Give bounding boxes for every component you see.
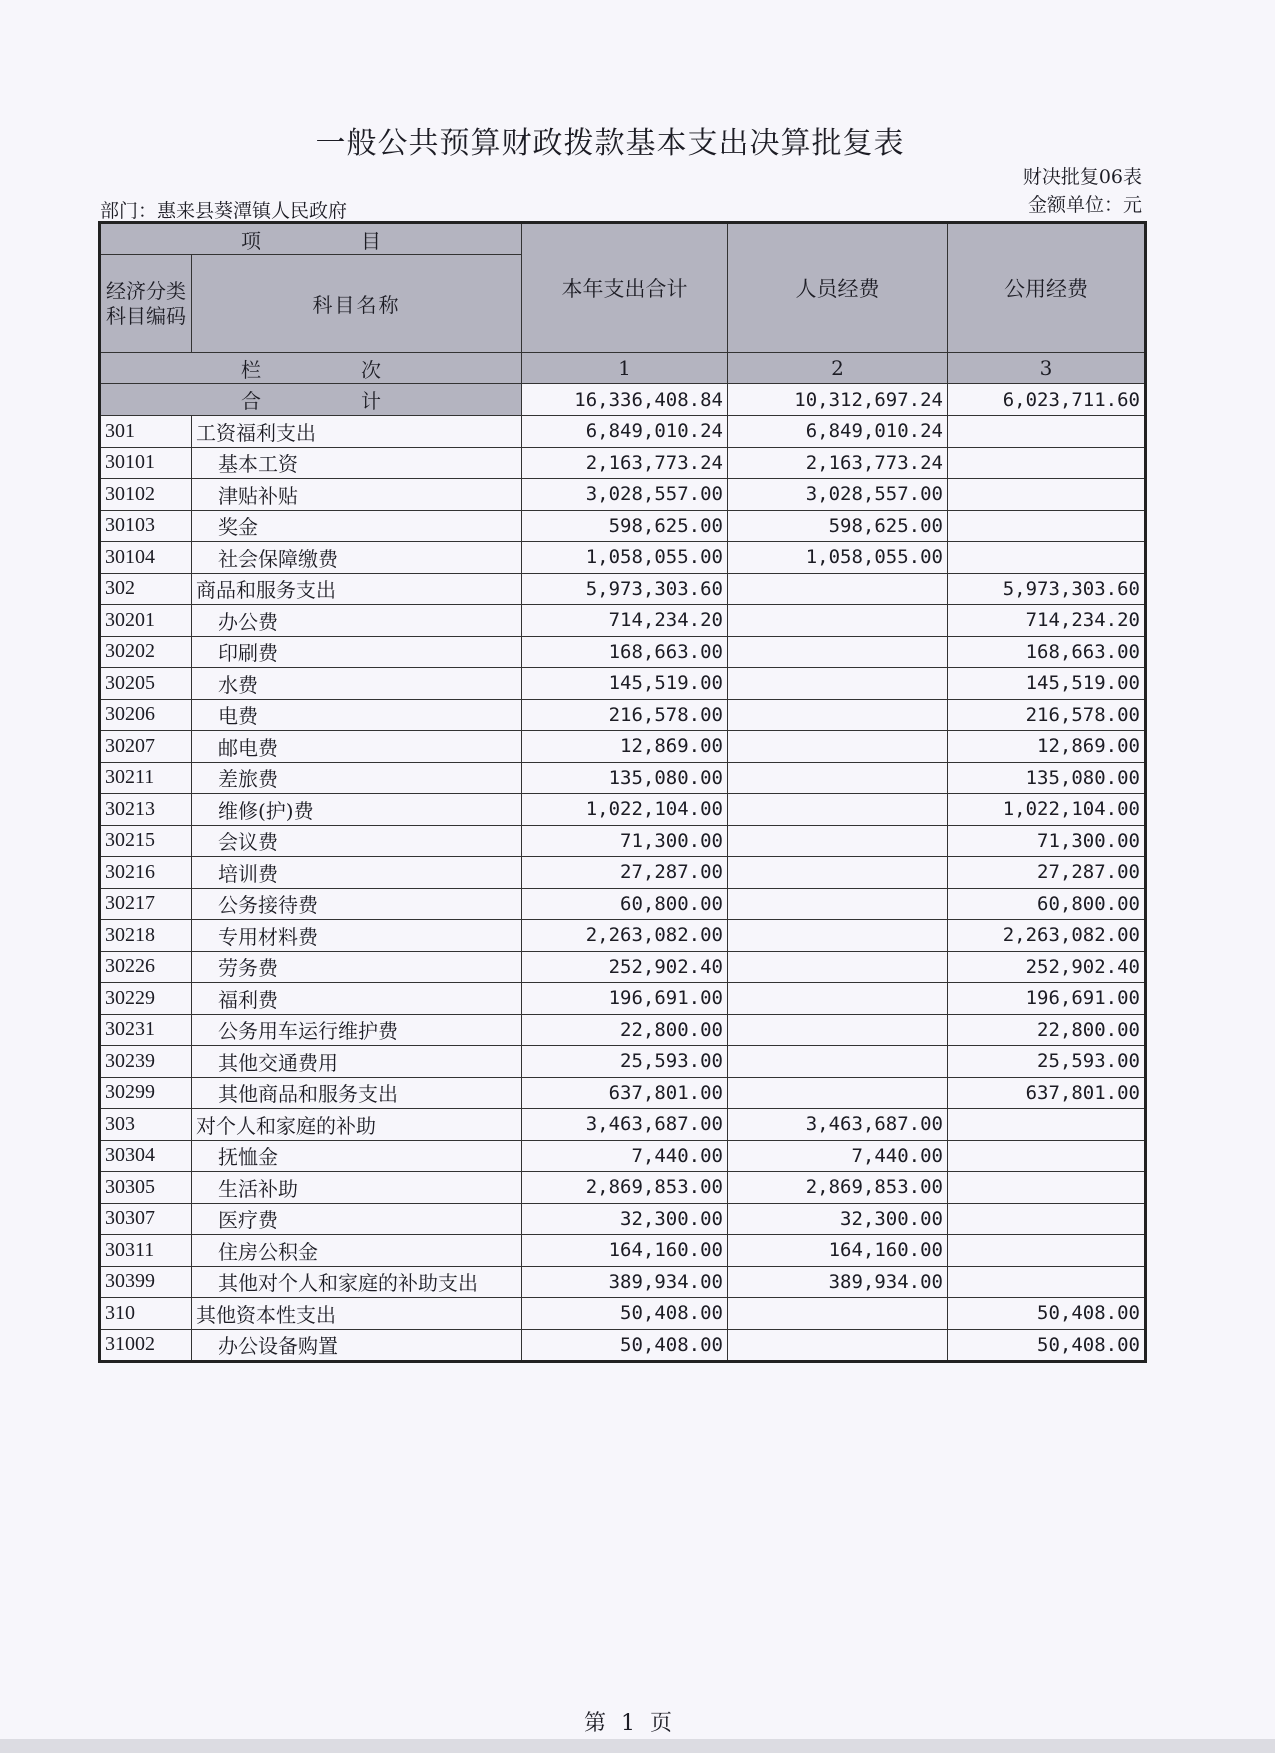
table-row — [100, 983, 1146, 1015]
row-name: 办公设备购置 — [192, 1329, 522, 1362]
row-total: 5,973,303.60 — [522, 573, 728, 605]
table-row — [100, 1077, 1146, 1109]
row-total: 22,800.00 — [522, 1014, 728, 1046]
row-code: 30231 — [100, 1014, 192, 1046]
row-code: 30229 — [100, 983, 192, 1015]
row-total: 2,263,082.00 — [522, 920, 728, 952]
row-public — [948, 1172, 1146, 1204]
row-name: 邮电费 — [192, 731, 522, 763]
row-total: 27,287.00 — [522, 857, 728, 889]
row-public — [948, 1266, 1146, 1298]
row-public: 50,408.00 — [948, 1329, 1146, 1362]
row-name: 其他交通费用 — [192, 1046, 522, 1078]
row-total: 50,408.00 — [522, 1329, 728, 1362]
row-code: 30202 — [100, 636, 192, 668]
row-total: 389,934.00 — [522, 1266, 728, 1298]
lanci-col-3: 3 — [948, 353, 1146, 384]
table-row — [100, 510, 1146, 542]
row-name: 专用材料费 — [192, 920, 522, 952]
table-row — [100, 1140, 1146, 1172]
row-code: 30103 — [100, 510, 192, 542]
row-total: 25,593.00 — [522, 1046, 728, 1078]
row-public: 25,593.00 — [948, 1046, 1146, 1078]
row-code: 30305 — [100, 1172, 192, 1204]
row-total: 60,800.00 — [522, 888, 728, 920]
table-row — [100, 636, 1146, 668]
row-personnel — [728, 668, 948, 700]
row-personnel — [728, 1077, 948, 1109]
row-personnel — [728, 983, 948, 1015]
row-total: 714,234.20 — [522, 605, 728, 637]
row-personnel: 598,625.00 — [728, 510, 948, 542]
row-total: 3,463,687.00 — [522, 1109, 728, 1141]
row-name: 水费 — [192, 668, 522, 700]
row-name: 劳务费 — [192, 951, 522, 983]
table-row — [100, 573, 1146, 605]
table-row — [100, 1235, 1146, 1267]
row-personnel: 3,028,557.00 — [728, 479, 948, 511]
row-public: 22,800.00 — [948, 1014, 1146, 1046]
row-name: 其他对个人和家庭的补助支出 — [192, 1266, 522, 1298]
row-personnel — [728, 762, 948, 794]
row-total: 6,849,010.24 — [522, 416, 728, 448]
header-total: 本年支出合计 — [522, 223, 728, 353]
row-name: 福利费 — [192, 983, 522, 1015]
row-total: 50,408.00 — [522, 1298, 728, 1330]
header-public: 公用经费 — [948, 223, 1146, 353]
row-name: 生活补助 — [192, 1172, 522, 1204]
total-amount: 16,336,408.84 — [522, 384, 728, 416]
row-public: 50,408.00 — [948, 1298, 1146, 1330]
row-public: 637,801.00 — [948, 1077, 1146, 1109]
page-number: 第 1 页 — [584, 1711, 676, 1736]
total-label: 合 计 — [100, 384, 522, 416]
page-title: 一般公共预算财政拨款基本支出决算批复表 — [315, 126, 905, 161]
row-name: 差旅费 — [192, 762, 522, 794]
row-name: 其他资本性支出 — [192, 1298, 522, 1330]
header-name: 科目名称 — [192, 255, 522, 353]
row-code: 30307 — [100, 1203, 192, 1235]
row-total: 145,519.00 — [522, 668, 728, 700]
row-code: 302 — [100, 573, 192, 605]
row-personnel — [728, 636, 948, 668]
table-row — [100, 447, 1146, 479]
table-row — [100, 1329, 1146, 1362]
row-personnel — [728, 920, 948, 952]
total-row — [100, 384, 1146, 416]
table-row — [100, 1109, 1146, 1141]
row-total: 168,663.00 — [522, 636, 728, 668]
row-public: 252,902.40 — [948, 951, 1146, 983]
row-name: 维修(护)费 — [192, 794, 522, 826]
row-total: 135,080.00 — [522, 762, 728, 794]
row-public: 5,973,303.60 — [948, 573, 1146, 605]
row-public: 27,287.00 — [948, 857, 1146, 889]
row-name: 工资福利支出 — [192, 416, 522, 448]
table-row — [100, 951, 1146, 983]
row-code: 30226 — [100, 951, 192, 983]
table-row — [100, 542, 1146, 574]
row-personnel — [728, 825, 948, 857]
table-row — [100, 1203, 1146, 1235]
row-personnel: 2,163,773.24 — [728, 447, 948, 479]
department-label: 部门：惠来县葵潭镇人民政府 — [100, 200, 348, 222]
row-name: 其他商品和服务支出 — [192, 1077, 522, 1109]
row-name: 培训费 — [192, 857, 522, 889]
row-name: 基本工资 — [192, 447, 522, 479]
row-total: 637,801.00 — [522, 1077, 728, 1109]
row-name: 办公费 — [192, 605, 522, 637]
table-row — [100, 1298, 1146, 1330]
row-personnel: 164,160.00 — [728, 1235, 948, 1267]
table-row — [100, 794, 1146, 826]
row-public — [948, 510, 1146, 542]
row-public: 216,578.00 — [948, 699, 1146, 731]
row-total: 216,578.00 — [522, 699, 728, 731]
row-personnel — [728, 951, 948, 983]
total-public: 6,023,711.60 — [948, 384, 1146, 416]
row-code: 30206 — [100, 699, 192, 731]
form-number: 财决批复06表 — [1022, 166, 1142, 188]
row-public — [948, 542, 1146, 574]
scan-edge — [0, 1739, 1275, 1753]
row-personnel: 32,300.00 — [728, 1203, 948, 1235]
table-row — [100, 699, 1146, 731]
row-public: 1,022,104.00 — [948, 794, 1146, 826]
row-code: 30215 — [100, 825, 192, 857]
row-name: 医疗费 — [192, 1203, 522, 1235]
row-name: 会议费 — [192, 825, 522, 857]
row-public: 168,663.00 — [948, 636, 1146, 668]
row-personnel — [728, 857, 948, 889]
row-public — [948, 1235, 1146, 1267]
row-public: 196,691.00 — [948, 983, 1146, 1015]
row-total: 1,022,104.00 — [522, 794, 728, 826]
row-total: 196,691.00 — [522, 983, 728, 1015]
row-code: 30213 — [100, 794, 192, 826]
expenditure-table — [98, 221, 1147, 1363]
row-personnel: 389,934.00 — [728, 1266, 948, 1298]
row-personnel — [728, 605, 948, 637]
row-code: 30201 — [100, 605, 192, 637]
row-total: 2,163,773.24 — [522, 447, 728, 479]
row-code: 30102 — [100, 479, 192, 511]
row-public — [948, 1140, 1146, 1172]
row-code: 30217 — [100, 888, 192, 920]
row-code: 30311 — [100, 1235, 192, 1267]
row-personnel: 7,440.00 — [728, 1140, 948, 1172]
row-code: 30299 — [100, 1077, 192, 1109]
row-personnel — [728, 699, 948, 731]
row-personnel — [728, 573, 948, 605]
row-personnel — [728, 1298, 948, 1330]
table-row — [100, 416, 1146, 448]
table-row — [100, 1266, 1146, 1298]
row-name: 印刷费 — [192, 636, 522, 668]
row-public — [948, 479, 1146, 511]
header-personnel: 人员经费 — [728, 223, 948, 353]
row-code: 31002 — [100, 1329, 192, 1362]
row-public: 145,519.00 — [948, 668, 1146, 700]
row-code: 30304 — [100, 1140, 192, 1172]
row-public: 71,300.00 — [948, 825, 1146, 857]
row-code: 30216 — [100, 857, 192, 889]
total-personnel: 10,312,697.24 — [728, 384, 948, 416]
row-total: 3,028,557.00 — [522, 479, 728, 511]
row-name: 公务用车运行维护费 — [192, 1014, 522, 1046]
row-personnel — [728, 731, 948, 763]
row-personnel: 3,463,687.00 — [728, 1109, 948, 1141]
row-public — [948, 447, 1146, 479]
row-name: 津贴补贴 — [192, 479, 522, 511]
row-name: 对个人和家庭的补助 — [192, 1109, 522, 1141]
header-item: 项 目 — [100, 223, 522, 255]
table-row — [100, 1046, 1146, 1078]
row-public — [948, 1109, 1146, 1141]
row-public: 2,263,082.00 — [948, 920, 1146, 952]
row-public: 714,234.20 — [948, 605, 1146, 637]
row-total: 1,058,055.00 — [522, 542, 728, 574]
row-code: 301 — [100, 416, 192, 448]
row-code: 30239 — [100, 1046, 192, 1078]
row-total: 252,902.40 — [522, 951, 728, 983]
row-code: 30101 — [100, 447, 192, 479]
table-row — [100, 762, 1146, 794]
table-row — [100, 920, 1146, 952]
row-code: 30218 — [100, 920, 192, 952]
table-row — [100, 731, 1146, 763]
row-total: 12,869.00 — [522, 731, 728, 763]
row-name: 电费 — [192, 699, 522, 731]
amount-unit-label: 金额单位：元 — [1027, 194, 1142, 216]
row-personnel: 2,869,853.00 — [728, 1172, 948, 1204]
row-code: 303 — [100, 1109, 192, 1141]
row-personnel — [728, 888, 948, 920]
row-name: 商品和服务支出 — [192, 573, 522, 605]
table-row — [100, 1172, 1146, 1204]
row-name: 社会保障缴费 — [192, 542, 522, 574]
row-public — [948, 1203, 1146, 1235]
row-code: 30211 — [100, 762, 192, 794]
row-personnel — [728, 794, 948, 826]
table-row — [100, 479, 1146, 511]
row-code: 30205 — [100, 668, 192, 700]
row-total: 32,300.00 — [522, 1203, 728, 1235]
row-code: 30207 — [100, 731, 192, 763]
row-personnel: 6,849,010.24 — [728, 416, 948, 448]
row-personnel: 1,058,055.00 — [728, 542, 948, 574]
row-code: 30104 — [100, 542, 192, 574]
table-row — [100, 825, 1146, 857]
row-total: 2,869,853.00 — [522, 1172, 728, 1204]
row-personnel — [728, 1014, 948, 1046]
header-code: 经济分类科目编码 — [100, 255, 192, 353]
row-total: 164,160.00 — [522, 1235, 728, 1267]
row-personnel — [728, 1046, 948, 1078]
row-public: 12,869.00 — [948, 731, 1146, 763]
table-row — [100, 1014, 1146, 1046]
row-name: 奖金 — [192, 510, 522, 542]
lanci-col-1: 1 — [522, 353, 728, 384]
row-name: 住房公积金 — [192, 1235, 522, 1267]
row-name: 公务接待费 — [192, 888, 522, 920]
table-row — [100, 605, 1146, 637]
table-row — [100, 888, 1146, 920]
row-total: 7,440.00 — [522, 1140, 728, 1172]
row-total: 598,625.00 — [522, 510, 728, 542]
row-code: 310 — [100, 1298, 192, 1330]
row-name: 抚恤金 — [192, 1140, 522, 1172]
row-public: 60,800.00 — [948, 888, 1146, 920]
table-row — [100, 668, 1146, 700]
row-personnel — [728, 1329, 948, 1362]
lanci-col-2: 2 — [728, 353, 948, 384]
column-index-row — [100, 353, 1146, 384]
table-row — [100, 857, 1146, 889]
row-total: 71,300.00 — [522, 825, 728, 857]
lanci-label: 栏 次 — [100, 353, 522, 384]
row-public — [948, 416, 1146, 448]
row-code: 30399 — [100, 1266, 192, 1298]
row-public: 135,080.00 — [948, 762, 1146, 794]
